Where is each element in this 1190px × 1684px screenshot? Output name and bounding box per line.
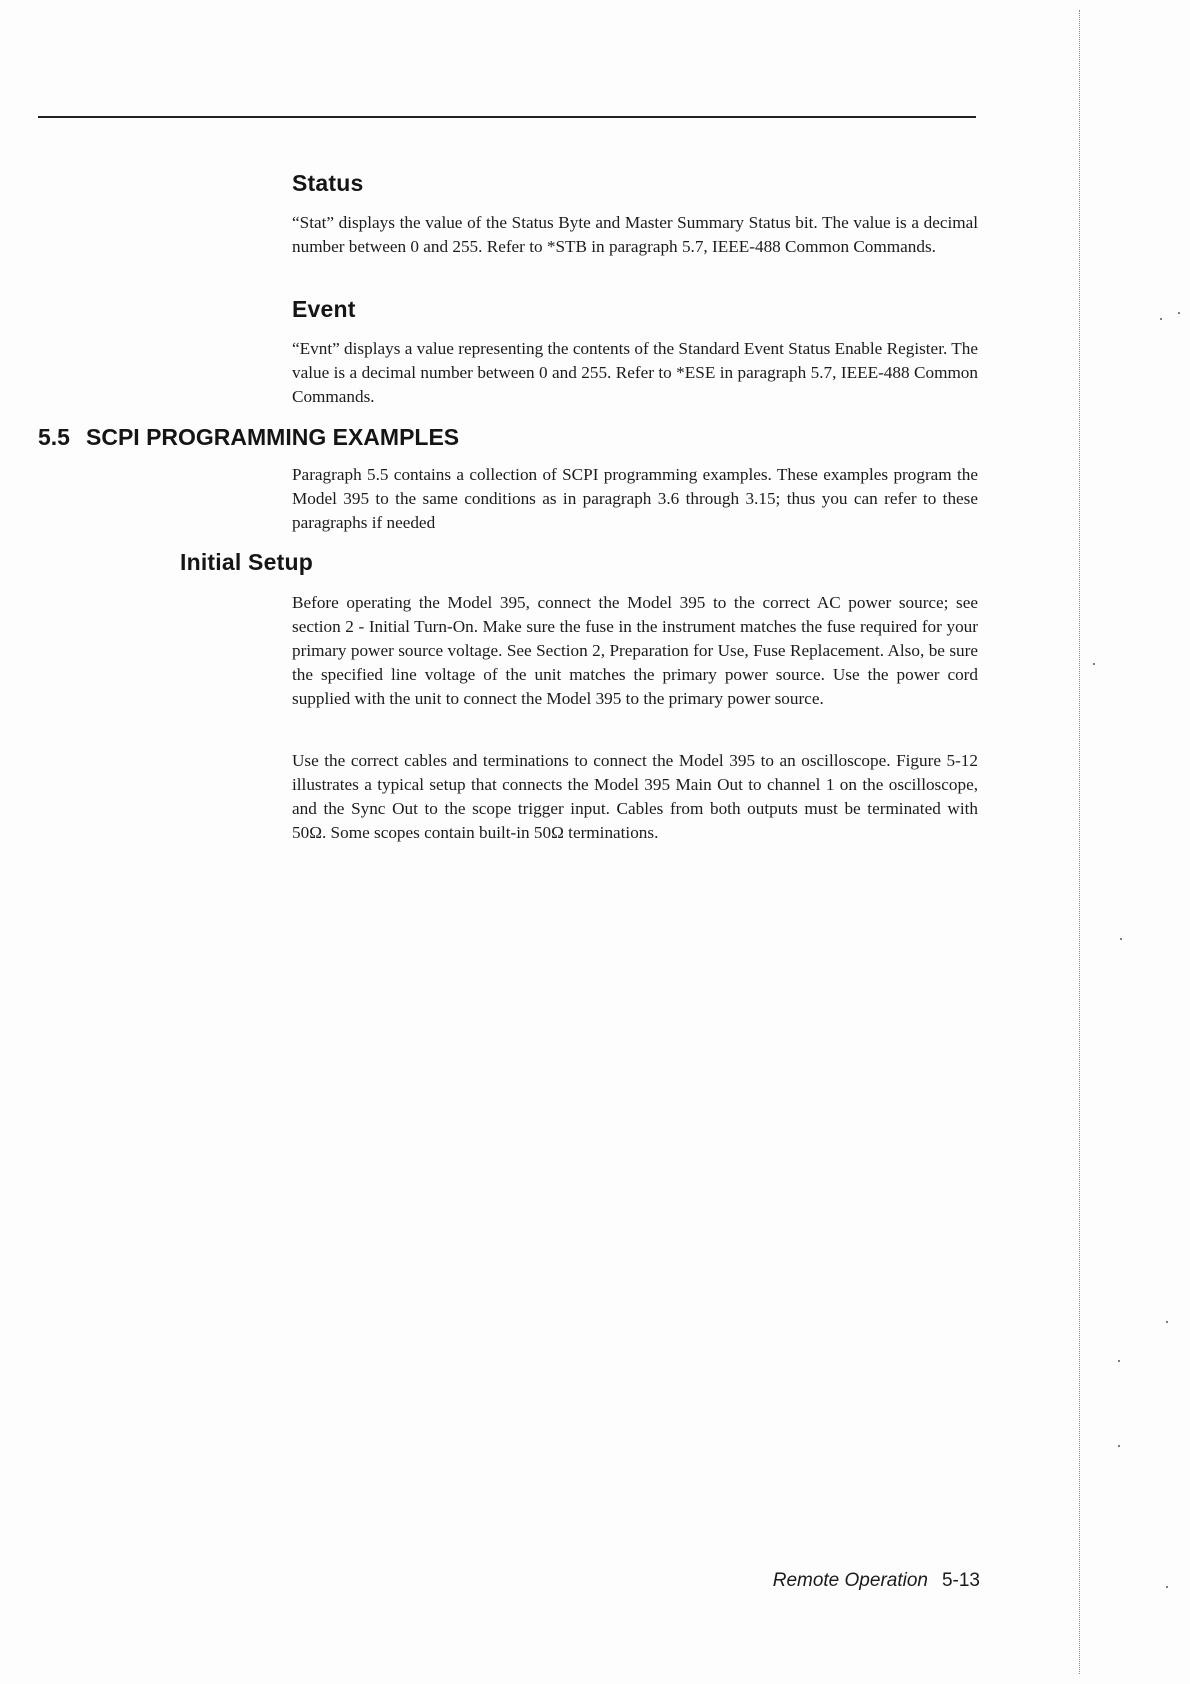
scan-speck [1093, 663, 1095, 665]
header-rule [38, 116, 976, 118]
scan-speck [1120, 938, 1122, 940]
initial-setup-paragraph-1: Before operating the Model 395, connect the Model 395 to the correct AC power source; see section 2 - Initial Turn-On. Make sure the fuse in the instrument matches the fuse required for your primary power source voltage. See Section 2, Preparation for Use, Fuse Replacement. Also, be sure the specified line voltage of the unit matches the primary power source. Use the power cord supplied with the unit to connect the Model 395 to the primary power source. [292, 593, 978, 708]
scan-speck [1118, 1360, 1120, 1362]
scan-speck [1178, 312, 1180, 314]
section-number: 5.5 [38, 424, 70, 450]
initial-setup-paragraph-2: Use the correct cables and terminations to connect the Model 395 to an oscilloscope. Figure 5-12 illustrates a typical setup that connects the Model 395 Main Out to channel 1 on the oscilloscope, and the Sync Out to the scope trigger input. Cables from both outputs must be terminated with 50Ω. Some scopes contain built-in 50Ω terminations. [292, 751, 978, 842]
initial-setup-heading: Initial Setup [180, 549, 313, 575]
status-paragraph: “Stat” displays the value of the Status Byte and Master Summary Status bit. The value is a decimal number between 0 and 255. Refer to *STB in paragraph 5.7, IEEE-488 Common Commands. [292, 213, 978, 256]
scan-speck [1118, 1445, 1120, 1447]
scpi-section-heading [38, 424, 459, 451]
event-paragraph: “Evnt” displays a value representing the contents of the Standard Event Status Enable Register. The value is a decimal number between 0 and 255. Refer to *ESE in paragraph 5.7, IEEE-488 Common Commands. [292, 339, 978, 406]
scan-speck [1166, 1321, 1168, 1323]
status-heading: Status [292, 170, 364, 196]
scan-speck [1160, 318, 1162, 320]
footer-title: Remote Operation [772, 1570, 928, 1591]
scan-speck [1166, 1586, 1168, 1588]
scan-edge-line [1079, 10, 1080, 1674]
page-number: 5-13 [941, 1570, 980, 1591]
scpi-paragraph: Paragraph 5.5 contains a collection of SCPI programming examples. These examples program the Model 395 to the same conditions as in paragraph 3.6 through 3.15; thus you can refer to these paragraphs if needed [292, 465, 978, 532]
event-heading: Event [292, 296, 356, 322]
section-title: SCPI PROGRAMMING EXAMPLES [86, 424, 460, 450]
page-footer [773, 1570, 980, 1592]
